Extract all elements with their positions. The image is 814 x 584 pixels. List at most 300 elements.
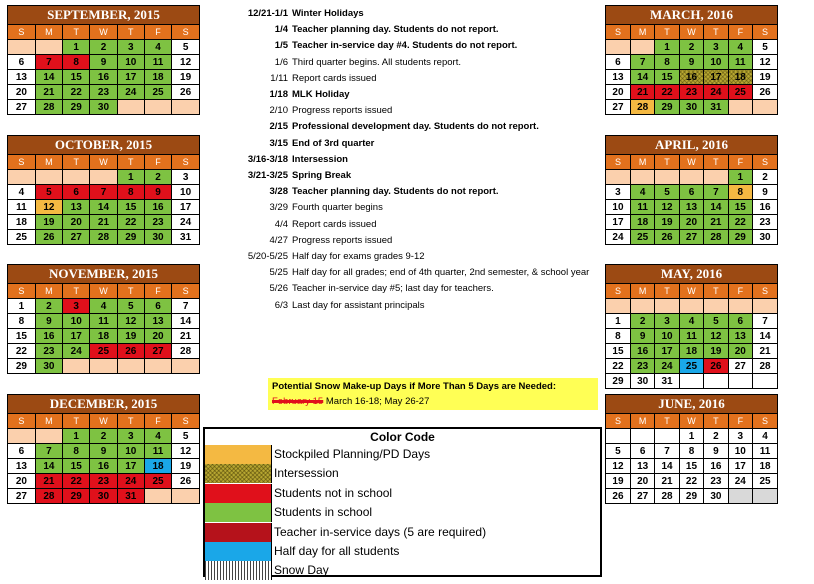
event-text: Report cards issued (292, 218, 377, 230)
week-row (606, 230, 777, 245)
week-row (8, 100, 199, 115)
day-cell: 3 (728, 429, 752, 444)
weekday-header: W (679, 284, 703, 299)
event-date: 3/29 (269, 202, 288, 214)
day-cell: 9 (753, 185, 777, 200)
day-cell: 22 (606, 359, 630, 374)
day-cell: 13 (144, 314, 171, 329)
week-row (8, 55, 199, 70)
day-cell: 9 (704, 444, 728, 459)
day-cell: 6 (606, 55, 630, 70)
month-title: MAY, 2016 (606, 265, 777, 284)
day-cell: 29 (655, 100, 679, 115)
legend-swatch (205, 523, 272, 542)
day-cell: 19 (753, 70, 777, 85)
event-date: 4/4 (274, 218, 288, 230)
weekday-header: S (753, 155, 777, 170)
day-cell: 24 (117, 474, 144, 489)
event-text: Half day for all grades; end of 4th quarter, 2nd semester, & school year (292, 267, 590, 279)
event-text: Teacher in-service day #4. Students do not report. (292, 40, 518, 52)
event-text: Teacher in-service day #5; last day for teachers. (292, 283, 494, 295)
weekday-header: S (606, 25, 630, 40)
weekday-header: W (90, 25, 117, 40)
day-cell: 8 (63, 444, 90, 459)
day-cell: 3 (117, 40, 144, 55)
day-cell: 5 (117, 299, 144, 314)
weekday-header: F (144, 25, 171, 40)
day-cell (172, 100, 199, 115)
day-cell: 30 (90, 489, 117, 504)
day-cell: 6 (63, 185, 90, 200)
day-cell: 26 (606, 489, 630, 504)
day-cell: 7 (704, 185, 728, 200)
day-cell: 1 (63, 40, 90, 55)
day-cell: 11 (144, 55, 171, 70)
weekday-header: S (753, 284, 777, 299)
day-cell: 11 (90, 314, 117, 329)
day-cell: 19 (606, 474, 630, 489)
day-cell: 28 (35, 489, 62, 504)
day-cell: 12 (35, 200, 62, 215)
day-cell: 22 (63, 474, 90, 489)
week-row (606, 374, 777, 389)
day-cell: 25 (630, 230, 654, 245)
day-cell: 26 (753, 85, 777, 100)
day-cell (606, 429, 630, 444)
event-date: 1/4 (274, 24, 288, 36)
day-cell: 17 (606, 215, 630, 230)
weekday-header: W (90, 155, 117, 170)
weekday-header: F (728, 284, 752, 299)
weekday-header: F (728, 25, 752, 40)
legend-item (205, 484, 600, 503)
week-row (606, 444, 777, 459)
weekday-header: T (655, 284, 679, 299)
day-cell: 2 (90, 429, 117, 444)
weekday-header: T (63, 155, 90, 170)
day-cell: 9 (679, 55, 703, 70)
day-cell: 25 (679, 359, 703, 374)
week-row (606, 299, 777, 314)
event-date: 3/16-3/18 (247, 153, 288, 165)
event-date: 6/3 (274, 299, 288, 311)
day-cell (753, 489, 777, 504)
day-cell: 20 (606, 85, 630, 100)
day-cell: 27 (8, 100, 35, 115)
day-cell: 3 (117, 429, 144, 444)
day-cell (704, 299, 728, 314)
weekday-header: S (8, 155, 35, 170)
day-cell: 2 (35, 299, 62, 314)
event-date: 1/18 (269, 89, 288, 100)
day-cell: 16 (35, 329, 62, 344)
day-cell: 23 (144, 215, 171, 230)
week-row (8, 489, 199, 504)
weekday-header: W (679, 25, 703, 40)
day-cell (90, 359, 117, 374)
week-row (606, 329, 777, 344)
day-cell: 5 (753, 40, 777, 55)
day-cell: 26 (704, 359, 728, 374)
day-cell: 14 (655, 459, 679, 474)
month-title: OCTOBER, 2015 (8, 136, 199, 155)
weekday-header: T (117, 414, 144, 429)
day-cell (753, 374, 777, 389)
day-cell: 10 (117, 55, 144, 70)
weekday-header: T (63, 414, 90, 429)
day-cell (63, 170, 90, 185)
event-text: Spring Break (292, 170, 352, 181)
event-row (205, 249, 425, 264)
day-cell (655, 429, 679, 444)
color-code-legend (203, 427, 602, 577)
day-cell: 10 (655, 329, 679, 344)
day-cell: 6 (728, 314, 752, 329)
day-cell: 13 (606, 70, 630, 85)
day-cell: 15 (63, 459, 90, 474)
day-cell: 16 (704, 459, 728, 474)
day-cell: 21 (753, 344, 777, 359)
week-row (606, 85, 777, 100)
week-row (8, 444, 199, 459)
day-cell: 10 (704, 55, 728, 70)
day-cell: 24 (172, 215, 199, 230)
day-cell: 31 (655, 374, 679, 389)
day-cell: 1 (117, 170, 144, 185)
day-cell: 30 (630, 374, 654, 389)
day-cell: 20 (144, 329, 171, 344)
week-row (606, 344, 777, 359)
week-row (8, 185, 199, 200)
day-cell: 8 (606, 329, 630, 344)
day-cell: 9 (35, 314, 62, 329)
day-cell: 23 (753, 215, 777, 230)
week-row (8, 200, 199, 215)
day-cell: 19 (172, 70, 199, 85)
week-row (8, 299, 199, 314)
day-cell: 6 (8, 444, 35, 459)
event-date: 1/11 (270, 72, 288, 84)
day-cell: 19 (35, 215, 62, 230)
weekday-header: T (117, 155, 144, 170)
day-cell: 21 (35, 85, 62, 100)
weekday-header: W (90, 414, 117, 429)
day-cell: 17 (63, 329, 90, 344)
day-cell: 16 (90, 459, 117, 474)
calendar-december (7, 394, 200, 504)
day-cell: 4 (144, 40, 171, 55)
weekday-header: T (704, 284, 728, 299)
day-cell: 9 (630, 329, 654, 344)
day-cell: 29 (117, 230, 144, 245)
day-cell: 8 (117, 185, 144, 200)
week-row (606, 100, 777, 115)
legend-title: Color Code (370, 430, 435, 444)
week-row (8, 474, 199, 489)
calendar-may (605, 264, 778, 389)
day-cell: 21 (704, 215, 728, 230)
day-cell (728, 100, 752, 115)
snow-makeup-struck-date: February 15 (272, 396, 324, 407)
day-cell: 10 (63, 314, 90, 329)
day-cell: 18 (90, 329, 117, 344)
day-cell: 23 (90, 474, 117, 489)
legend-item (205, 523, 600, 542)
event-text: End of 3rd quarter (292, 137, 375, 149)
week-row (606, 314, 777, 329)
day-cell: 4 (144, 429, 171, 444)
day-cell: 24 (655, 359, 679, 374)
weekday-header: S (172, 414, 199, 429)
day-cell: 20 (63, 215, 90, 230)
day-cell: 13 (728, 329, 752, 344)
weekday-header: F (144, 155, 171, 170)
day-cell: 27 (630, 489, 654, 504)
day-cell: 19 (704, 344, 728, 359)
event-text: Intersession (292, 153, 348, 165)
event-text: Progress reports issued (292, 105, 393, 117)
legend-swatch (205, 503, 272, 522)
event-row (205, 281, 494, 296)
weekday-header: T (655, 155, 679, 170)
day-cell: 31 (117, 489, 144, 504)
event-text: Winter Holidays (292, 8, 364, 19)
calendar-october (7, 135, 200, 245)
day-cell: 12 (753, 55, 777, 70)
day-cell: 19 (655, 215, 679, 230)
day-cell: 23 (704, 474, 728, 489)
day-cell: 25 (144, 85, 171, 100)
day-cell: 27 (606, 100, 630, 115)
day-cell: 7 (655, 444, 679, 459)
event-date: 3/15 (269, 137, 288, 149)
weekday-header: S (753, 414, 777, 429)
event-text: Teacher planning day. Students do not report. (292, 24, 499, 36)
day-cell: 10 (172, 185, 199, 200)
day-cell: 13 (8, 70, 35, 85)
event-text: MLK Holiday (292, 89, 350, 100)
day-cell: 15 (117, 200, 144, 215)
weekday-header: S (606, 284, 630, 299)
month-title: APRIL, 2016 (606, 136, 777, 155)
day-cell: 21 (172, 329, 199, 344)
day-cell: 22 (63, 85, 90, 100)
day-cell (35, 170, 62, 185)
weekday-header: S (8, 284, 35, 299)
day-cell: 4 (630, 185, 654, 200)
day-cell (606, 170, 630, 185)
day-cell: 14 (35, 459, 62, 474)
week-row (8, 359, 199, 374)
day-cell: 4 (753, 429, 777, 444)
day-cell: 9 (144, 185, 171, 200)
day-cell: 29 (8, 359, 35, 374)
day-cell: 25 (753, 474, 777, 489)
week-row (8, 215, 199, 230)
day-cell: 22 (655, 85, 679, 100)
day-cell (35, 40, 62, 55)
day-cell: 18 (144, 70, 171, 85)
day-cell: 16 (90, 70, 117, 85)
legend-item (205, 445, 600, 464)
day-cell: 24 (63, 344, 90, 359)
week-row (8, 459, 199, 474)
legend-swatch (205, 464, 272, 483)
event-date: 5/20-5/25 (247, 251, 288, 262)
day-cell (172, 489, 199, 504)
day-cell: 11 (8, 200, 35, 215)
day-cell: 16 (630, 344, 654, 359)
event-date: 3/21-3/25 (247, 170, 288, 181)
weekday-header: S (8, 25, 35, 40)
event-date: 4/27 (269, 234, 288, 246)
snow-makeup-heading: Potential Snow Make-up Days if More Than 5 Days are Needed: (272, 381, 557, 392)
event-row (205, 71, 376, 86)
weekday-header: T (704, 25, 728, 40)
event-date: 2/10 (269, 105, 288, 117)
day-cell: 2 (630, 314, 654, 329)
day-cell (655, 299, 679, 314)
day-cell: 29 (63, 489, 90, 504)
event-row (205, 103, 392, 118)
day-cell (655, 170, 679, 185)
event-date: 1/6 (274, 56, 288, 68)
day-cell: 17 (117, 459, 144, 474)
day-cell: 21 (630, 85, 654, 100)
week-row (8, 329, 199, 344)
day-cell: 28 (90, 230, 117, 245)
day-cell (728, 374, 752, 389)
weekday-header: T (63, 284, 90, 299)
month-title: SEPTEMBER, 2015 (8, 6, 199, 25)
month-title: NOVEMBER, 2015 (8, 265, 199, 284)
day-cell: 10 (728, 444, 752, 459)
day-cell: 15 (679, 459, 703, 474)
day-cell: 26 (655, 230, 679, 245)
day-cell: 6 (144, 299, 171, 314)
day-cell: 17 (728, 459, 752, 474)
day-cell: 22 (728, 215, 752, 230)
day-cell: 12 (704, 329, 728, 344)
day-cell: 26 (35, 230, 62, 245)
day-cell: 7 (753, 314, 777, 329)
day-cell: 7 (35, 444, 62, 459)
day-cell: 25 (8, 230, 35, 245)
day-cell (728, 489, 752, 504)
day-cell: 14 (90, 200, 117, 215)
day-cell: 22 (8, 344, 35, 359)
day-cell: 17 (117, 70, 144, 85)
day-cell: 5 (704, 314, 728, 329)
day-cell: 12 (172, 444, 199, 459)
calendar-april (605, 135, 778, 245)
weekday-header: S (753, 25, 777, 40)
day-cell: 12 (606, 459, 630, 474)
day-cell (630, 170, 654, 185)
day-cell (679, 374, 703, 389)
weekday-header: S (606, 414, 630, 429)
day-cell: 16 (679, 70, 703, 85)
day-cell: 1 (606, 314, 630, 329)
weekday-header: T (655, 414, 679, 429)
legend-item (205, 542, 600, 561)
day-cell: 15 (655, 70, 679, 85)
legend-swatch (205, 484, 272, 503)
calendar-june (605, 394, 778, 504)
day-cell: 24 (117, 85, 144, 100)
day-cell: 5 (35, 185, 62, 200)
day-cell: 30 (144, 230, 171, 245)
day-cell (90, 170, 117, 185)
day-cell: 26 (117, 344, 144, 359)
day-cell: 3 (655, 314, 679, 329)
day-cell: 1 (679, 429, 703, 444)
event-row (205, 200, 383, 215)
week-row (606, 215, 777, 230)
day-cell: 18 (753, 459, 777, 474)
event-date: 2/15 (269, 121, 288, 133)
day-cell: 6 (8, 55, 35, 70)
weekday-header: T (704, 155, 728, 170)
legend-item (205, 464, 600, 483)
day-cell (8, 170, 35, 185)
day-cell: 11 (753, 444, 777, 459)
day-cell: 8 (8, 314, 35, 329)
calendar-november (7, 264, 200, 374)
month-title: JUNE, 2016 (606, 395, 777, 414)
weekday-header: T (704, 414, 728, 429)
event-row (205, 38, 517, 53)
day-cell (172, 359, 199, 374)
weekday-header: M (35, 284, 62, 299)
day-cell: 5 (655, 185, 679, 200)
day-cell (704, 170, 728, 185)
day-cell (753, 299, 777, 314)
weekday-header: M (35, 155, 62, 170)
weekday-header: F (144, 414, 171, 429)
weekday-header: S (8, 414, 35, 429)
day-cell: 8 (728, 185, 752, 200)
day-cell (606, 40, 630, 55)
weekday-header: T (63, 25, 90, 40)
day-cell: 7 (90, 185, 117, 200)
day-cell: 3 (172, 170, 199, 185)
day-cell: 24 (728, 474, 752, 489)
event-row (205, 265, 589, 280)
event-row (205, 152, 348, 167)
event-text: Report cards issued (292, 72, 377, 84)
day-cell: 25 (728, 85, 752, 100)
weekday-header: F (728, 414, 752, 429)
day-cell: 16 (753, 200, 777, 215)
month-title: MARCH, 2016 (606, 6, 777, 25)
event-row (205, 298, 425, 313)
legend-label: Students not in school (274, 485, 393, 500)
snow-makeup-dates: March 16-18; May 26-27 (325, 396, 430, 407)
day-cell: 22 (117, 215, 144, 230)
day-cell: 17 (655, 344, 679, 359)
day-cell: 13 (630, 459, 654, 474)
weekday-header: T (117, 25, 144, 40)
weekday-header: W (679, 414, 703, 429)
weekday-header: M (630, 25, 654, 40)
day-cell: 7 (630, 55, 654, 70)
day-cell: 8 (679, 444, 703, 459)
day-cell: 8 (655, 55, 679, 70)
event-row (205, 184, 499, 199)
event-row (205, 233, 392, 248)
day-cell: 11 (679, 329, 703, 344)
